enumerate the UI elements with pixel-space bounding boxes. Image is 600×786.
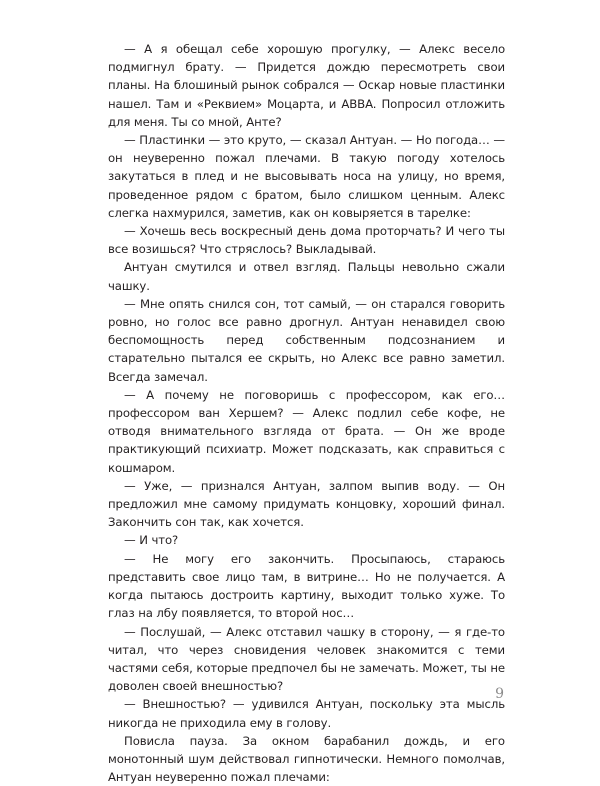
paragraph: — Пластинки — это круто, — сказал Антуан. — Но погода… — он неуверенно пожал плечами. В такую погоду хотелось закутаться в плед и не высовывать носа на улицу, но время, проведенное рядом с братом, было слишком ценным. Алекс слегка нахмурился, заметив, как он ковыряется в тарелке: xyxy=(108,133,505,220)
paragraph: — И что? xyxy=(124,533,179,548)
paragraph: — Мне опять снился сон, тот самый, — он старался говорить ровно, но голос все равно дрогнул. Антуан ненавидел свою беспомощность перед собственным подсознанием и старательно пытался ее скрыть, но Алекс все равно заметил. Всегда замечал. xyxy=(108,296,505,384)
page-body xyxy=(108,40,505,786)
paragraph: — Уже, — признался Антуан, залпом выпив воду. — Он предложил мне самому придумать концовку, хороший финал. Закончить сон так, как хочется. xyxy=(108,478,505,530)
paragraph: — Хочешь весь воскресный день дома проторчать? И чего ты все возишься? Что стряслось? Выкладывай. xyxy=(108,224,505,257)
paragraph: Антуан смутился и отвел взгляд. Пальцы невольно сжали чашку. xyxy=(108,260,505,293)
paragraph: — А почему не поговоришь с профессором, как его… профессором ван Хершем? — Алекс подлил себе кофе, не отводя внимательного взгляда от брата. — Он же вроде практикующий психиатр. Может подсказать, как справиться с кошмаром. xyxy=(108,387,505,475)
paragraph: — А я обещал себе хорошую прогулку, — Алекс весело подмигнул брату. — Придется дождю пересмотреть свои планы. На блошиный рынок собрался — Оскар новые пластинки нашел. Там и «Реквием» Моцарта, и ABBA. Попросил отложить для меня. Ты со мной, Анте? xyxy=(108,42,505,129)
paragraph: — Послушай, — Алекс отставил чашку в сторону, — я где-то читал, что через сновидения человек знакомится с теми частями себя, которые предпочел бы не замечать. Может, ты не доволен своей внешностью? xyxy=(108,624,505,694)
paragraph: Повисла пауза. За окном барабанил дождь, и его монотонный шум действовал гипнотически. Немного помолчав, Антуан неуверенно пожал плечами: xyxy=(108,733,505,785)
page-number: 9 xyxy=(495,686,504,702)
paragraph: — Внешностью? — удивился Антуан, поскольку эта мысль никогда не приходила ему в голову. xyxy=(108,697,505,730)
paragraph: — Не могу его закончить. Просыпаюсь, стараюсь представить свое лицо там, в витрине… Но не получается. А когда пытаюсь достроить картину, выходит только хуже. То глаз на лбу появляется, то второй нос… xyxy=(108,551,505,621)
